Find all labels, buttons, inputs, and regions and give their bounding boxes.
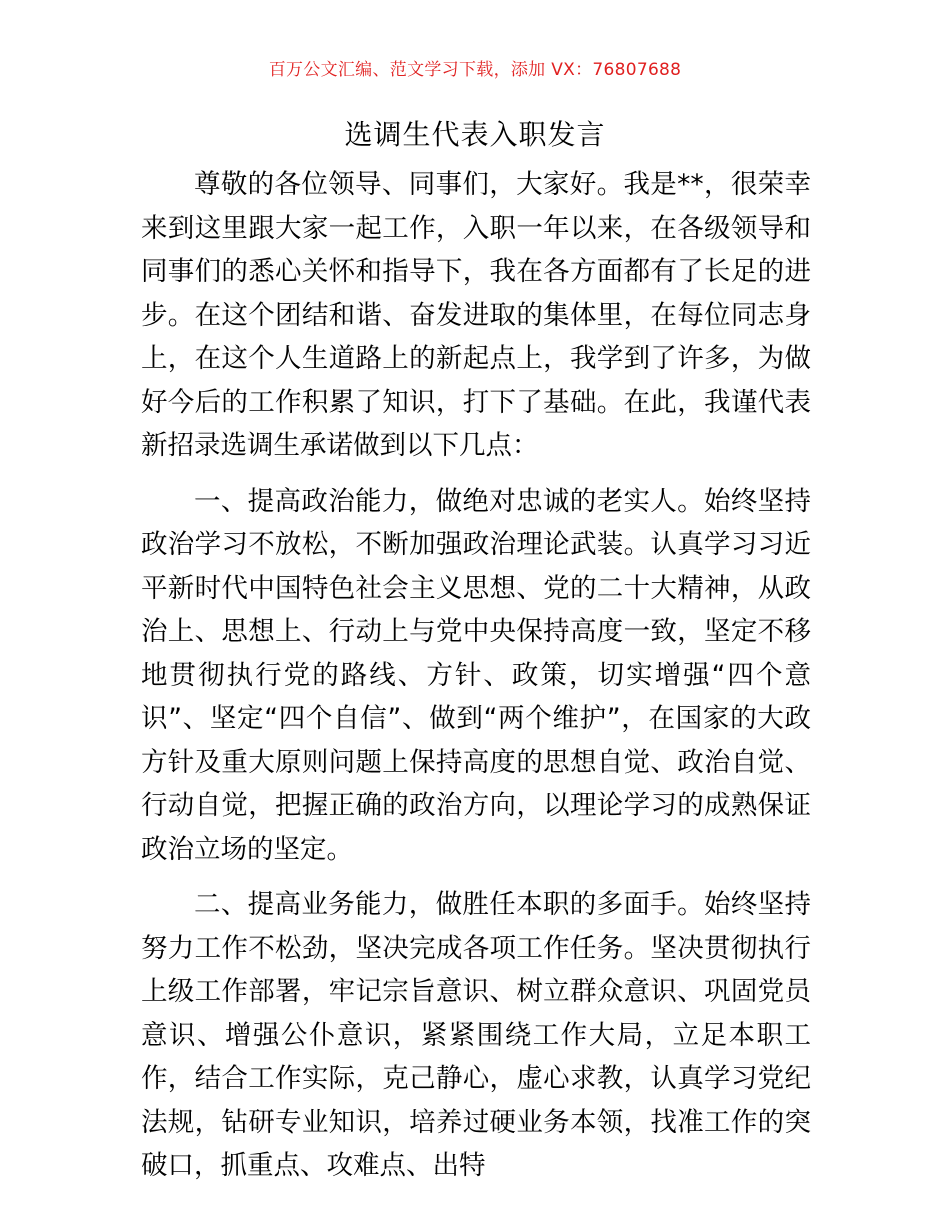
document-title: 选调生代表入职发言 <box>344 118 606 151</box>
paragraph-business-ability: 二、提高业务能力，做胜任本职的多面手。始终坚持努力工作不松劲，坚决完成各项工作任务。坚决贯彻执行上级工作部署，牢记宗旨意识、树立群众意识、巩固党员意识、增强公仆意识，紧紧围绕工作大局，立足本职工作，结合工作实际，克己静心，虚心求教，认真学习党纪法规，钻研专业知识，培养过硬业务本领，找准工作的突破口，抓重点、攻难点、出特 <box>141 889 811 1181</box>
paragraph-greeting: 尊敬的各位领导、同事们，大家好。我是**，很荣幸来到这里跟大家一起工作，入职一年以来，在各级领导和同事们的悉心关怀和指导下，我在各方面都有了长足的进步。在这个团结和谐、奋发进取的集体里，在每位同志身上，在这个人生道路上的新起点上，我学到了许多，为做好今后的工作积累了知识，打下了基础。在此，我谨代表新招录选调生承诺做到以下几点： <box>141 169 811 461</box>
document-body <box>141 163 811 1188</box>
header-watermark-note: 百万公文汇编、范文学习下载，添加 VX：76807688 <box>268 60 682 80</box>
paragraph-political-ability: 一、提高政治能力，做绝对忠诚的老实人。始终坚持政治学习不放松，不断加强政治理论武装。认真学习习近平新时代中国特色社会主义思想、党的二十大精神，从政治上、思想上、行动上与党中央保持高度一致，坚定不移地贯彻执行党的路线、方针、政策，切实增强“四个意识”、坚定“四个自信”、做到“两个维护”，在国家的大政方针及重大原则问题上保持高度的思想自觉、政治自觉、行动自觉，把握正确的政治方向，以理论学习的成熟保证政治立场的坚定。 <box>141 485 811 865</box>
